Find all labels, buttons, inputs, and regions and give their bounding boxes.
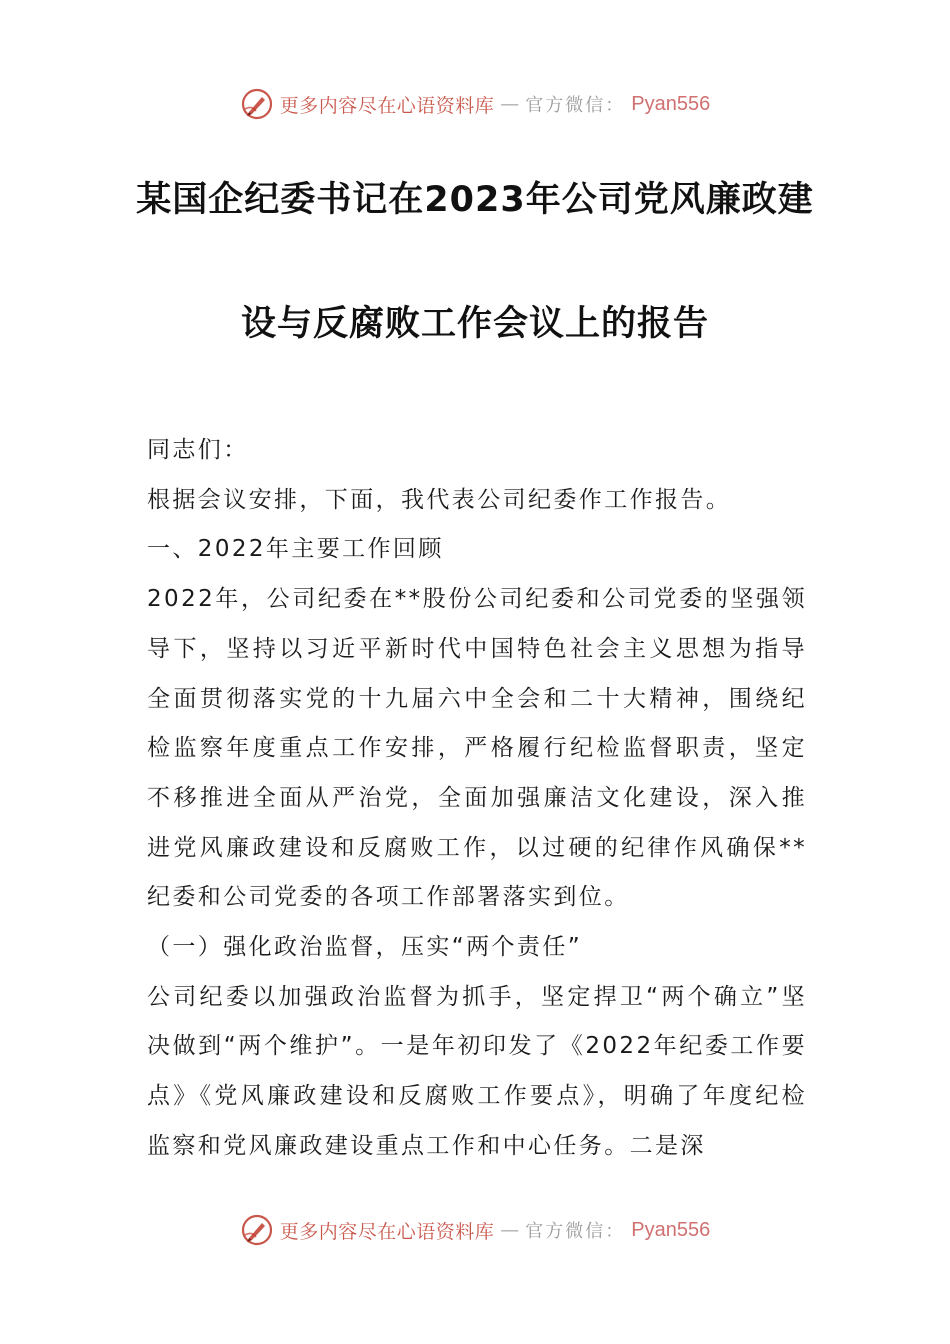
watermark-wechat-label: 官方微信： — [525, 95, 626, 116]
subsection-1-body: 公司纪委以加强政治监督为抓手，坚定捍卫“两个确立”坚决做到“两个维护”。一是年初印发了《2022年纪委工作要点》《党风廉政建设和反腐败工作要点》，明确了年度纪检监察和党风廉政建设重点工作和中心任务。二是深 — [147, 983, 807, 1159]
greeting-paragraph: 同志们： — [147, 437, 249, 463]
watermark-separator: — — [500, 93, 520, 115]
document-title-line-1: 某国企纪委书记在2023年公司党风廉政建 — [136, 180, 814, 220]
pen-logo-icon — [240, 87, 274, 121]
watermark-text: 更多内容尽在心语资料库 — [279, 94, 495, 117]
watermark-wechat-id: Pyan556 — [631, 92, 711, 115]
subsection-1-heading: （一）强化政治监督，压实“两个责任” — [147, 934, 583, 961]
watermark-banner-top — [0, 84, 950, 124]
section-1-heading: 一、2022年主要工作回顾 — [147, 536, 444, 563]
document-title-line-2: 设与反腐败工作会议上的报告 — [240, 304, 709, 344]
watermark-text: 更多内容尽在心语资料库 — [279, 1220, 495, 1243]
watermark-separator: — — [500, 1219, 520, 1241]
intro-paragraph: 根据会议安排，下面，我代表公司纪委作工作报告。 — [147, 486, 732, 513]
watermark-wechat-label: 官方微信： — [525, 1221, 626, 1242]
watermark-banner-bottom — [0, 1210, 950, 1250]
pen-logo-icon — [240, 1213, 274, 1247]
watermark-wechat-id: Pyan556 — [631, 1218, 711, 1241]
section-1-body: 2022年，公司纪委在**股份公司纪委和公司党委的坚强领导下，坚持以习近平新时代中国特色社会主义思想为指导全面贯彻落实党的十九届六中全会和二十大精神，围绕纪检监察年度重点工作安排，严格履行纪检监督职责，坚定不移推进全面从严治党，全面加强廉洁文化建设，深入推进党风廉政建设和反腐败工作，以过硬的纪律作风确保**纪委和公司党委的各项工作部署落实到位。 — [147, 586, 807, 911]
document-body — [147, 426, 807, 1172]
